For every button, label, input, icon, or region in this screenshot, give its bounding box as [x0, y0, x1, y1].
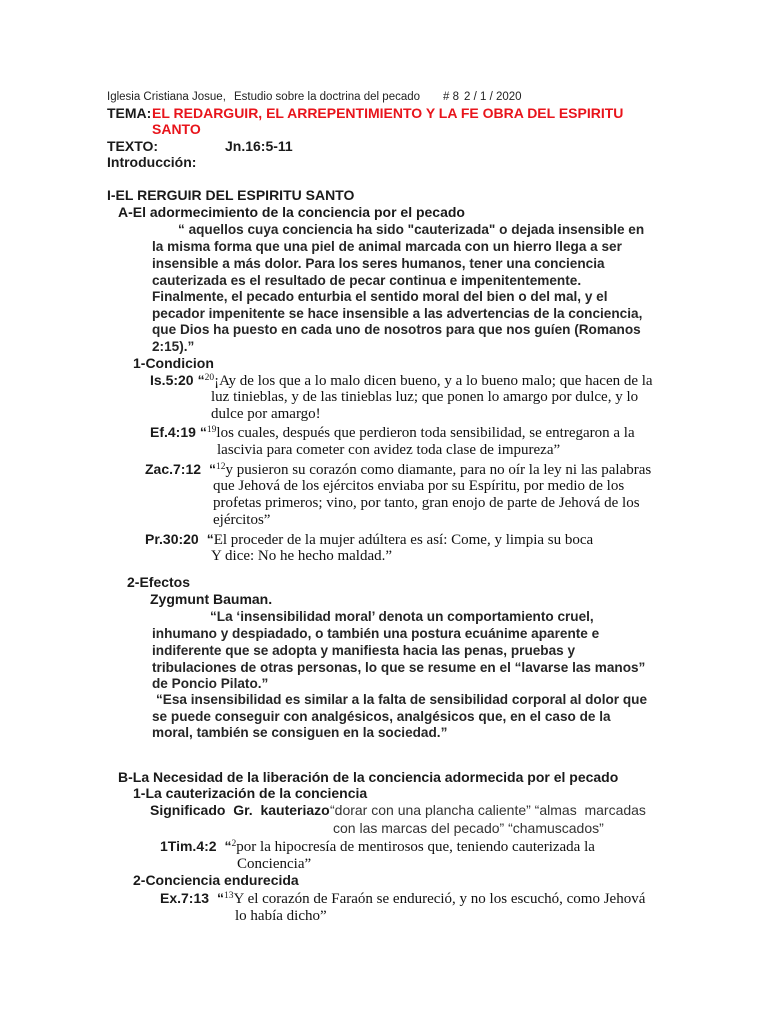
verse-open-quote: “ [224, 838, 232, 854]
verse-number: 12 [216, 462, 226, 472]
significado-label: Significado Gr. kauteriazo [150, 802, 330, 818]
section-b-heading: B-La Necesidad de la liberación de la conciencia adormecida por el pecado [118, 769, 619, 785]
verse-ref: Is.5:20 [150, 372, 194, 388]
quote-line: se puede conseguir con analgésicos, analgésicos que, en el caso de la [152, 709, 611, 724]
tema-title: EL REDARGUIR, EL ARREPENTIMIENTO Y LA FE OBRA DEL ESPIRITU [152, 105, 624, 121]
significado-definition: “dorar con una plancha caliente” “almas marcadas [330, 802, 646, 818]
cauterizacion-heading: 1-La cauterización de la conciencia [133, 785, 368, 801]
verse-ref: Pr.30:20 [145, 531, 199, 547]
header-church: Iglesia Cristiana Josue, [107, 91, 226, 103]
verse-ref: Ex.7:13 [160, 890, 210, 906]
verse-text: los cuales, después que perdieron toda sensibilidad, se entregaron a la [216, 425, 635, 441]
condicion-heading: 1-Condicion [133, 355, 214, 371]
quote-line: “ aquellos cuya conciencia ha sido "cauterizada" o dejada insensible en [178, 222, 645, 237]
verse-text-line: ejércitos” [213, 512, 271, 528]
verse-ref: Ef.4:19 [150, 424, 196, 440]
quote-line: “Esa insensibilidad es similar a la falta de sensibilidad corporal al dolor que [156, 692, 648, 707]
verse-number: 2 [231, 839, 237, 849]
verse-open-quote: “ [197, 372, 205, 388]
verse-open-quote: “ [199, 424, 207, 440]
verse-text: por la hipocresía de mentirosos que, teniendo cauterizada la [236, 839, 595, 855]
quote-line: indiferente que se adopta y manifiesta hacia las penas, pruebas y [152, 643, 576, 658]
verse-ref: Zac.7:12 [145, 461, 202, 477]
verse-text-line: dulce por amargo! [211, 406, 321, 422]
header-study-title: Estudio sobre la doctrina del pecado [234, 91, 421, 103]
quote-line: Finalmente, el pecado enturbia el sentido moral del bien o del mal, y el [152, 289, 608, 304]
quote-line: moral, también se consiguen en la sociedad.” [152, 725, 448, 740]
texto-reference: Jn.16:5-11 [225, 138, 293, 154]
quote-author: Zygmunt Bauman. [150, 591, 273, 607]
quote-line: de Poncio Pilato.” [152, 676, 269, 691]
verse-open-quote: “ [217, 890, 225, 906]
header-date: 2 / 1 / 2020 [464, 91, 522, 103]
verse-first-line [160, 837, 595, 856]
verse-text-line: luz tinieblas, y de las tinieblas luz; que ponen lo amargo por dulce, y lo [211, 389, 639, 405]
verse-text: ¡Ay de los que a lo malo dicen bueno, y a lo bueno malo; que hacen de la [214, 373, 653, 389]
section-a-heading: A-El adormecimiento de la conciencia por el pecado [118, 204, 465, 220]
verse-ref: 1Tim.4:2 [160, 838, 217, 854]
verse-text-line: lascivia para cometer con avidez toda clase de impureza” [217, 442, 561, 458]
significado-definition: con las marcas del pecado” “chamuscados” [333, 820, 604, 836]
quote-line: cauterizada es el resultado de pecar continua e impenitentemente. [152, 273, 582, 288]
texto-label: TEXTO: [107, 138, 159, 154]
verse-first-line [160, 889, 645, 908]
verse-open-quote: “ [209, 461, 217, 477]
quote-line: tribulaciones de otras personas, lo que se resume en el “lavarse las manos” [152, 660, 646, 675]
verse-text-line: lo había dicho” [235, 908, 327, 924]
verse-text: Y el corazón de Faraón se endureció, y no los escuchó, como Jehová [233, 891, 646, 907]
verse-text: y pusieron su corazón como diamante, para no oír la ley ni las palabras [225, 462, 652, 478]
verse-text-line: Y dice: No he hecho maldad.” [211, 548, 393, 564]
quote-line: que Dios ha puesto en cada uno de nosotros para que nos guíen (Romanos [152, 322, 641, 337]
verse-text: El proceder de la mujer adúltera es así: Come, y limpia su boca [213, 532, 594, 548]
tema-label: TEMA: [107, 105, 152, 121]
quote-line: insensible a más dolor. Para los seres humanos, tener una conciencia [152, 256, 605, 271]
quote-line: pecador impenitente se hace insensible a las advertencias de la conciencia, [152, 306, 643, 321]
introduccion-heading: Introducción: [107, 154, 197, 170]
verse-number: 20 [204, 373, 215, 383]
quote-line: “La ‘insensibilidad moral’ denota un comportamiento cruel, [210, 609, 594, 624]
efectos-heading: 2-Efectos [127, 574, 191, 590]
header-study-number: # 8 [443, 91, 459, 103]
verse-text-line: profetas primeros; vino, por tanto, gran enojo de parte de Jehová de los [213, 495, 640, 511]
verse-number: 19 [206, 425, 217, 435]
verse-text-line: que Jehová de los ejércitos enviaba por su Espíritu, por medio de los [213, 478, 625, 494]
quote-line: la misma forma que una piel de animal marcada con un hierro llega a ser [152, 239, 622, 254]
section-i-heading: I-EL RERGUIR DEL ESPIRITU SANTO [107, 187, 355, 203]
verse-number: 13 [224, 891, 234, 901]
quote-line: 2:15).” [152, 339, 195, 354]
verse-text-line: Conciencia” [237, 856, 312, 872]
endurecida-heading: 2-Conciencia endurecida [133, 872, 299, 888]
verse-open-quote: “ [206, 531, 214, 547]
tema-title-continuation: SANTO [152, 121, 201, 137]
quote-line: inhumano y despiadado, o también una postura ecuánime aparente e [152, 626, 600, 641]
verse-first-line [150, 423, 635, 442]
